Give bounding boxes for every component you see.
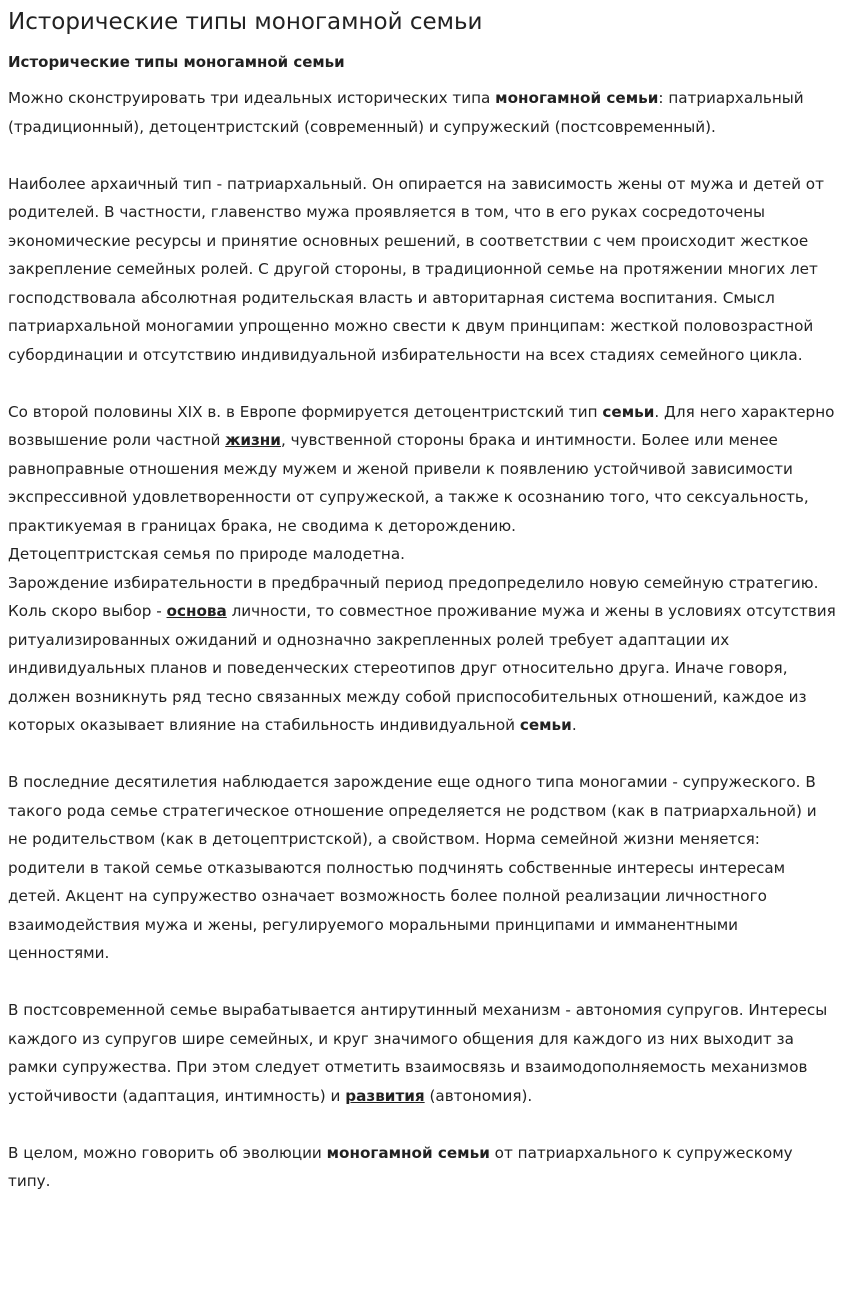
paragraph-gap bbox=[8, 968, 839, 997]
text: В целом, можно говорить об эволюции bbox=[8, 1143, 327, 1162]
paragraph-child-centered bbox=[8, 398, 839, 541]
link-life[interactable]: жизни bbox=[225, 431, 281, 449]
text: Можно сконструировать три идеальных исторических типа bbox=[8, 89, 496, 107]
page-title: Исторические типы моногамной семьи bbox=[8, 9, 483, 35]
text: от патриархального к супружескому типу. bbox=[8, 1143, 793, 1190]
text: Зарождение избирательности в предбрачный период предопределило новую семейную стратегию. Коль скоро выбор - bbox=[8, 573, 819, 620]
text: , чувственной стороны брака и интимности. Более или менее равноправные отношения между мужем и женой привели к появлению устойчивой зависимости экспрессивной удовлетворенности от супружеской, а также к осознанию того, что сексуальность, практикуемая в границах брака, не сводима к деторождению. bbox=[8, 431, 809, 535]
text: (автономия). bbox=[424, 1086, 533, 1105]
text: : патриархальный (традиционный), детоцентристский (современный) и супружеский (постсовременный). bbox=[8, 89, 804, 136]
paragraph-gap bbox=[8, 141, 839, 170]
paragraph-conclusion bbox=[8, 1139, 839, 1196]
paragraph-gap bbox=[8, 1110, 839, 1139]
paragraph-gap bbox=[8, 369, 839, 398]
paragraph-intro bbox=[8, 84, 839, 141]
paragraph-patriarchal bbox=[8, 170, 839, 370]
bold-term: семьи bbox=[519, 716, 572, 734]
bold-term: семьи bbox=[602, 402, 655, 421]
article-body bbox=[8, 84, 839, 1196]
link-basis[interactable]: основа bbox=[166, 602, 227, 620]
paragraph-spousal bbox=[8, 768, 839, 968]
paragraph-postmodern bbox=[8, 996, 839, 1110]
text: личности, то совместное проживание мужа и жены в условиях отсутствия ритуализированных ожиданий и однозначно закрепленных ролей требует адаптации их индивидуальных планов и поведенческих стереотипов друг относительно друга. Иначе говоря, должен возникнуть ряд тесно связанных между собой приспособительных отношений, каждое из которых оказывает влияние на стабильность индивидуальной bbox=[8, 602, 836, 734]
bold-term: моногамной семьи bbox=[326, 1143, 490, 1162]
paragraph-selectivity bbox=[8, 569, 839, 740]
text: Наиболее архаичный тип - патриархальный. Он опирается на зависимость жены от мужа и детей от родителей. В частности, главенство мужа проявляется в том, что в его руках сосредоточены экономические ресурсы и принятие основных решений, в соответствии с чем происходит жесткое закрепление семейных ролей. С другой стороны, в традиционной семье на протяжении многих лет господствовала абсолютная родительская власть и авторитарная система воспитания. Смысл патриархальной моногамии упрощенно можно свести к двум принципам: жесткой половозрастной субординации и отсутствию индивидуальной избирательности на всех стадиях семейного цикла. bbox=[8, 174, 824, 364]
section-heading: Исторические типы моногамной семьи bbox=[8, 53, 345, 71]
link-development[interactable]: развития bbox=[345, 1086, 425, 1105]
paragraph-gap bbox=[8, 740, 839, 769]
text: . bbox=[571, 716, 577, 734]
text: Со второй половины XIX в. в Европе формируется детоцентристский тип bbox=[8, 402, 603, 421]
text: Детоцептристская семья по природе малодетна. bbox=[8, 545, 405, 563]
paragraph-few-children bbox=[8, 540, 839, 569]
text: В постсовременной семье вырабатывается антирутинный механизм - автономия супругов. Интересы каждого из супругов шире семейных, и круг значимого общения для каждого из них выходит за рамки супружества. При этом следует отметить взаимосвязь и взаимодополняемость механизмов устойчивости (адаптация, интимность) и bbox=[8, 1001, 828, 1105]
text: . Для него характерно возвышение роли частной bbox=[8, 402, 835, 449]
text: В последние десятилетия наблюдается зарождение еще одного типа моногамии - супружеского. В такого рода семье стратегическое отношение определяется не родством (как в патриархальной) и не родительством (как в детоцептристской), а свойством. Норма семейной жизни меняется: родители в такой семье отказываются полностью подчинять собственные интересы интересам детей. Акцент на супружество означает возможность более полной реализации личностного взаимодействия мужа и жены, регулируемого моральными принципами и имманентными ценностями. bbox=[8, 773, 817, 962]
bold-term: моногамной семьи bbox=[495, 89, 659, 107]
